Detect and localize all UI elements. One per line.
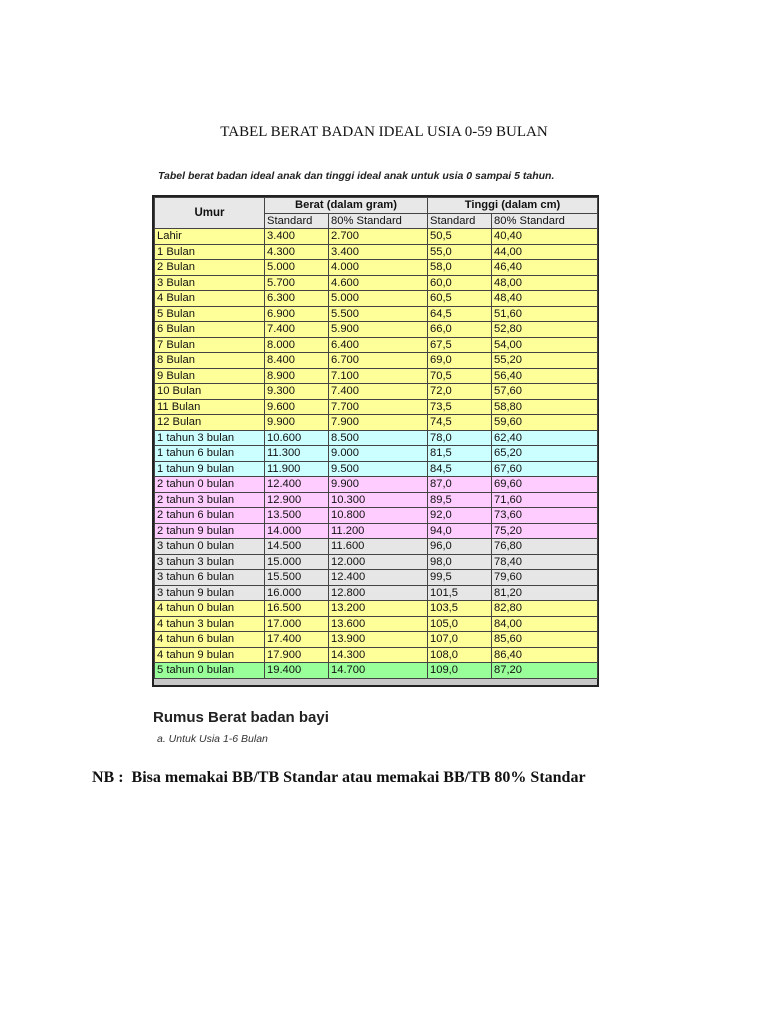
cell-umur: 2 tahun 0 bulan	[155, 477, 265, 493]
table-row	[155, 570, 598, 586]
cell-tinggi-standard: 74,5	[428, 415, 492, 431]
cell-berat-standard: 17.000	[265, 616, 329, 632]
table-caption: Tabel berat badan ideal anak dan tinggi ideal anak untuk usia 0 sampai 5 tahun.	[158, 170, 555, 182]
table-row	[155, 291, 598, 307]
cell-berat-80: 12.400	[329, 570, 428, 586]
cell-umur: 3 tahun 0 bulan	[155, 539, 265, 555]
cell-berat-standard: 14.500	[265, 539, 329, 555]
cell-berat-80: 10.800	[329, 508, 428, 524]
cell-tinggi-80: 56,40	[492, 368, 598, 384]
cell-umur: 8 Bulan	[155, 353, 265, 369]
cell-tinggi-standard: 108,0	[428, 647, 492, 663]
cell-tinggi-standard: 78,0	[428, 430, 492, 446]
table-row	[155, 260, 598, 276]
header-tinggi-standard: Standard	[428, 213, 492, 229]
cell-berat-80: 13.200	[329, 601, 428, 617]
cell-umur: 1 tahun 6 bulan	[155, 446, 265, 462]
cell-umur: 6 Bulan	[155, 322, 265, 338]
rumus-heading: Rumus Berat badan bayi	[153, 709, 329, 726]
cell-berat-80: 7.700	[329, 399, 428, 415]
cell-umur: 1 Bulan	[155, 244, 265, 260]
rumus-subheading: a. Untuk Usia 1-6 Bulan	[157, 733, 268, 745]
cell-tinggi-80: 73,60	[492, 508, 598, 524]
cell-umur: 2 tahun 9 bulan	[155, 523, 265, 539]
cell-tinggi-standard: 105,0	[428, 616, 492, 632]
table-row	[155, 601, 598, 617]
cell-tinggi-standard: 73,5	[428, 399, 492, 415]
cell-berat-80: 9.000	[329, 446, 428, 462]
cell-umur: 2 tahun 6 bulan	[155, 508, 265, 524]
cell-berat-standard: 16.000	[265, 585, 329, 601]
cell-berat-80: 14.300	[329, 647, 428, 663]
cell-umur: 10 Bulan	[155, 384, 265, 400]
table-row	[155, 229, 598, 245]
cell-berat-standard: 5.000	[265, 260, 329, 276]
cell-tinggi-80: 65,20	[492, 446, 598, 462]
table-row	[155, 523, 598, 539]
ideal-weight-table	[154, 197, 598, 679]
cell-umur: 3 tahun 6 bulan	[155, 570, 265, 586]
cell-umur: 5 Bulan	[155, 306, 265, 322]
cell-berat-80: 9.500	[329, 461, 428, 477]
cell-tinggi-standard: 50,5	[428, 229, 492, 245]
cell-umur: 4 tahun 6 bulan	[155, 632, 265, 648]
cell-umur: 2 Bulan	[155, 260, 265, 276]
cell-berat-standard: 10.600	[265, 430, 329, 446]
table-row	[155, 446, 598, 462]
cell-tinggi-80: 79,60	[492, 570, 598, 586]
cell-tinggi-80: 86,40	[492, 647, 598, 663]
cell-berat-standard: 15.500	[265, 570, 329, 586]
cell-tinggi-80: 78,40	[492, 554, 598, 570]
cell-tinggi-standard: 55,0	[428, 244, 492, 260]
table-row	[155, 337, 598, 353]
cell-berat-80: 3.400	[329, 244, 428, 260]
cell-berat-80: 7.400	[329, 384, 428, 400]
cell-tinggi-80: 54,00	[492, 337, 598, 353]
cell-tinggi-80: 84,00	[492, 616, 598, 632]
cell-tinggi-standard: 60,0	[428, 275, 492, 291]
cell-tinggi-standard: 72,0	[428, 384, 492, 400]
cell-berat-standard: 12.400	[265, 477, 329, 493]
cell-tinggi-80: 58,80	[492, 399, 598, 415]
table-row	[155, 399, 598, 415]
cell-tinggi-standard: 109,0	[428, 663, 492, 679]
cell-tinggi-standard: 87,0	[428, 477, 492, 493]
cell-berat-standard: 7.400	[265, 322, 329, 338]
cell-umur: 12 Bulan	[155, 415, 265, 431]
table-row	[155, 353, 598, 369]
cell-umur: 4 tahun 9 bulan	[155, 647, 265, 663]
cell-tinggi-standard: 92,0	[428, 508, 492, 524]
cell-berat-standard: 8.900	[265, 368, 329, 384]
cell-berat-80: 5.900	[329, 322, 428, 338]
cell-tinggi-standard: 96,0	[428, 539, 492, 555]
cell-umur: 1 tahun 9 bulan	[155, 461, 265, 477]
table-row	[155, 322, 598, 338]
table-row	[155, 306, 598, 322]
note-text: NB : Bisa memakai BB/TB Standar atau memakai BB/TB 80% Standar	[92, 769, 586, 786]
cell-berat-80: 4.600	[329, 275, 428, 291]
cell-umur: 2 tahun 3 bulan	[155, 492, 265, 508]
cell-tinggi-standard: 107,0	[428, 632, 492, 648]
cell-berat-80: 5.500	[329, 306, 428, 322]
table-row	[155, 539, 598, 555]
cell-berat-80: 4.000	[329, 260, 428, 276]
cell-berat-80: 11.200	[329, 523, 428, 539]
table-row	[155, 647, 598, 663]
cell-berat-standard: 15.000	[265, 554, 329, 570]
cell-tinggi-80: 81,20	[492, 585, 598, 601]
cell-berat-80: 13.600	[329, 616, 428, 632]
table-row	[155, 461, 598, 477]
table-row	[155, 616, 598, 632]
cell-berat-standard: 11.900	[265, 461, 329, 477]
cell-umur: 3 tahun 3 bulan	[155, 554, 265, 570]
header-berat-standard: Standard	[265, 213, 329, 229]
cell-berat-standard: 9.300	[265, 384, 329, 400]
cell-tinggi-standard: 101,5	[428, 585, 492, 601]
table-row	[155, 244, 598, 260]
cell-tinggi-80: 48,40	[492, 291, 598, 307]
cell-tinggi-80: 44,00	[492, 244, 598, 260]
cell-berat-standard: 4.300	[265, 244, 329, 260]
cell-tinggi-standard: 98,0	[428, 554, 492, 570]
cell-tinggi-standard: 99,5	[428, 570, 492, 586]
cell-umur: 9 Bulan	[155, 368, 265, 384]
cell-berat-80: 8.500	[329, 430, 428, 446]
cell-tinggi-80: 57,60	[492, 384, 598, 400]
cell-tinggi-80: 62,40	[492, 430, 598, 446]
cell-tinggi-standard: 66,0	[428, 322, 492, 338]
cell-berat-standard: 17.400	[265, 632, 329, 648]
cell-berat-standard: 8.000	[265, 337, 329, 353]
table-row	[155, 632, 598, 648]
cell-berat-standard: 5.700	[265, 275, 329, 291]
cell-berat-80: 2.700	[329, 229, 428, 245]
page-title: TABEL BERAT BADAN IDEAL USIA 0-59 BULAN	[220, 124, 548, 140]
cell-umur: 1 tahun 3 bulan	[155, 430, 265, 446]
cell-tinggi-standard: 60,5	[428, 291, 492, 307]
table-body	[155, 229, 598, 679]
table-row	[155, 477, 598, 493]
cell-berat-standard: 17.900	[265, 647, 329, 663]
header-umur: Umur	[155, 198, 265, 229]
cell-berat-80: 10.300	[329, 492, 428, 508]
cell-tinggi-standard: 103,5	[428, 601, 492, 617]
cell-berat-standard: 3.400	[265, 229, 329, 245]
cell-tinggi-80: 69,60	[492, 477, 598, 493]
cell-tinggi-standard: 94,0	[428, 523, 492, 539]
cell-berat-standard: 6.900	[265, 306, 329, 322]
cell-berat-standard: 9.600	[265, 399, 329, 415]
cell-tinggi-80: 71,60	[492, 492, 598, 508]
cell-berat-standard: 12.900	[265, 492, 329, 508]
cell-berat-standard: 16.500	[265, 601, 329, 617]
cell-berat-80: 12.000	[329, 554, 428, 570]
cell-tinggi-80: 59,60	[492, 415, 598, 431]
cell-umur: 11 Bulan	[155, 399, 265, 415]
header-tinggi-80-standard: 80% Standard	[492, 213, 598, 229]
cell-berat-standard: 6.300	[265, 291, 329, 307]
cell-umur: 4 tahun 3 bulan	[155, 616, 265, 632]
cell-tinggi-80: 87,20	[492, 663, 598, 679]
cell-berat-80: 7.100	[329, 368, 428, 384]
cell-tinggi-80: 75,20	[492, 523, 598, 539]
header-berat: Berat (dalam gram)	[265, 198, 428, 214]
cell-umur: 5 tahun 0 bulan	[155, 663, 265, 679]
cell-berat-standard: 19.400	[265, 663, 329, 679]
table-row	[155, 384, 598, 400]
cell-berat-standard: 14.000	[265, 523, 329, 539]
cell-berat-80: 12.800	[329, 585, 428, 601]
cell-tinggi-80: 85,60	[492, 632, 598, 648]
cell-tinggi-80: 67,60	[492, 461, 598, 477]
cell-tinggi-80: 46,40	[492, 260, 598, 276]
cell-tinggi-80: 40,40	[492, 229, 598, 245]
cell-tinggi-80: 82,80	[492, 601, 598, 617]
cell-tinggi-standard: 64,5	[428, 306, 492, 322]
cell-tinggi-80: 48,00	[492, 275, 598, 291]
cell-berat-80: 6.700	[329, 353, 428, 369]
cell-umur: 3 Bulan	[155, 275, 265, 291]
cell-berat-standard: 9.900	[265, 415, 329, 431]
table-row	[155, 492, 598, 508]
cell-tinggi-standard: 81,5	[428, 446, 492, 462]
cell-berat-80: 6.400	[329, 337, 428, 353]
cell-tinggi-80: 52,80	[492, 322, 598, 338]
cell-berat-80: 9.900	[329, 477, 428, 493]
cell-tinggi-standard: 70,5	[428, 368, 492, 384]
cell-umur: 7 Bulan	[155, 337, 265, 353]
header-tinggi: Tinggi (dalam cm)	[428, 198, 598, 214]
cell-tinggi-80: 76,80	[492, 539, 598, 555]
cell-tinggi-standard: 89,5	[428, 492, 492, 508]
cell-umur: Lahir	[155, 229, 265, 245]
cell-berat-standard: 11.300	[265, 446, 329, 462]
table-row	[155, 430, 598, 446]
cell-tinggi-standard: 84,5	[428, 461, 492, 477]
cell-berat-80: 13.900	[329, 632, 428, 648]
cell-berat-standard: 13.500	[265, 508, 329, 524]
table-row	[155, 554, 598, 570]
cell-umur: 4 tahun 0 bulan	[155, 601, 265, 617]
cell-berat-80: 14.700	[329, 663, 428, 679]
table-row	[155, 415, 598, 431]
table-row	[155, 508, 598, 524]
cell-berat-80: 11.600	[329, 539, 428, 555]
cell-berat-80: 5.000	[329, 291, 428, 307]
table-row	[155, 368, 598, 384]
table-row	[155, 275, 598, 291]
cell-tinggi-standard: 67,5	[428, 337, 492, 353]
cell-berat-80: 7.900	[329, 415, 428, 431]
cell-tinggi-80: 51,60	[492, 306, 598, 322]
header-berat-80-standard: 80% Standard	[329, 213, 428, 229]
table-row	[155, 585, 598, 601]
cell-tinggi-standard: 69,0	[428, 353, 492, 369]
cell-umur: 3 tahun 9 bulan	[155, 585, 265, 601]
cell-berat-standard: 8.400	[265, 353, 329, 369]
table-row	[155, 663, 598, 679]
cell-umur: 4 Bulan	[155, 291, 265, 307]
cell-tinggi-80: 55,20	[492, 353, 598, 369]
cell-tinggi-standard: 58,0	[428, 260, 492, 276]
